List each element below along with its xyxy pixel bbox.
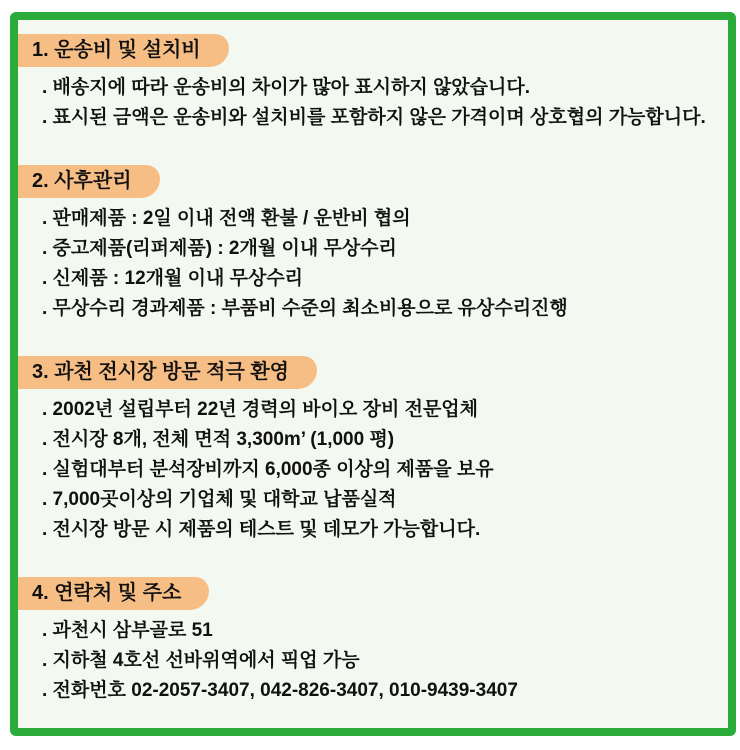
- notice-panel-content: [18, 20, 728, 706]
- section-showroom-visit: [18, 356, 728, 545]
- section-contact-address-title-badge: 4. 연락처 및 주소: [18, 577, 209, 610]
- list-item: . 신제품 : 12개월 이내 무상수리: [42, 268, 304, 289]
- list-item: . 실험대부터 분석장비까지 6,000종 이상의 제품을 보유: [42, 459, 494, 480]
- section-after-sales-title-badge: 2. 사후관리: [18, 165, 160, 198]
- section-after-sales: [18, 165, 728, 324]
- list-item: . 과천시 삼부골로 51: [42, 620, 213, 641]
- list-item: . 중고제품(리퍼제품) : 2개월 이내 무상수리: [42, 238, 397, 259]
- list-item: . 2002년 설립부터 22년 경력의 바이오 장비 전문업체: [42, 399, 479, 420]
- section-shipping-installation-title-badge: 1. 운송비 및 설치비: [18, 34, 229, 67]
- list-item: . 전시장 8개, 전체 면적 3,300m’ (1,000 평): [42, 429, 395, 450]
- notice-panel: [10, 12, 736, 736]
- list-item: . 표시된 금액은 운송비와 설치비를 포함하지 않은 가격이며 상호협의 가능합니다.: [42, 107, 706, 128]
- section-showroom-visit-items: [18, 395, 728, 545]
- section-contact-address: [18, 577, 728, 706]
- list-item: . 지하철 4호선 선바위역에서 픽업 가능: [42, 650, 360, 671]
- section-after-sales-items: [18, 204, 728, 324]
- list-item: . 배송지에 따라 운송비의 차이가 많아 표시하지 않았습니다.: [42, 77, 531, 98]
- section-contact-address-items: [18, 616, 728, 706]
- list-item: . 판매제품 : 2일 이내 전액 환불 / 운반비 협의: [42, 208, 411, 229]
- section-shipping-installation: [18, 34, 728, 133]
- list-item: . 7,000곳이상의 기업체 및 대학교 납품실적: [42, 489, 397, 510]
- section-showroom-visit-title-badge: 3. 과천 전시장 방문 적극 환영: [18, 356, 317, 389]
- list-item: . 무상수리 경과제품 : 부품비 수준의 최소비용으로 유상수리진행: [42, 298, 568, 319]
- list-item: . 전시장 방문 시 제품의 테스트 및 데모가 가능합니다.: [42, 519, 481, 540]
- section-shipping-installation-items: [18, 73, 728, 133]
- list-item: . 전화번호 02-2057-3407, 042-826-3407, 010-9439-3407: [42, 680, 518, 701]
